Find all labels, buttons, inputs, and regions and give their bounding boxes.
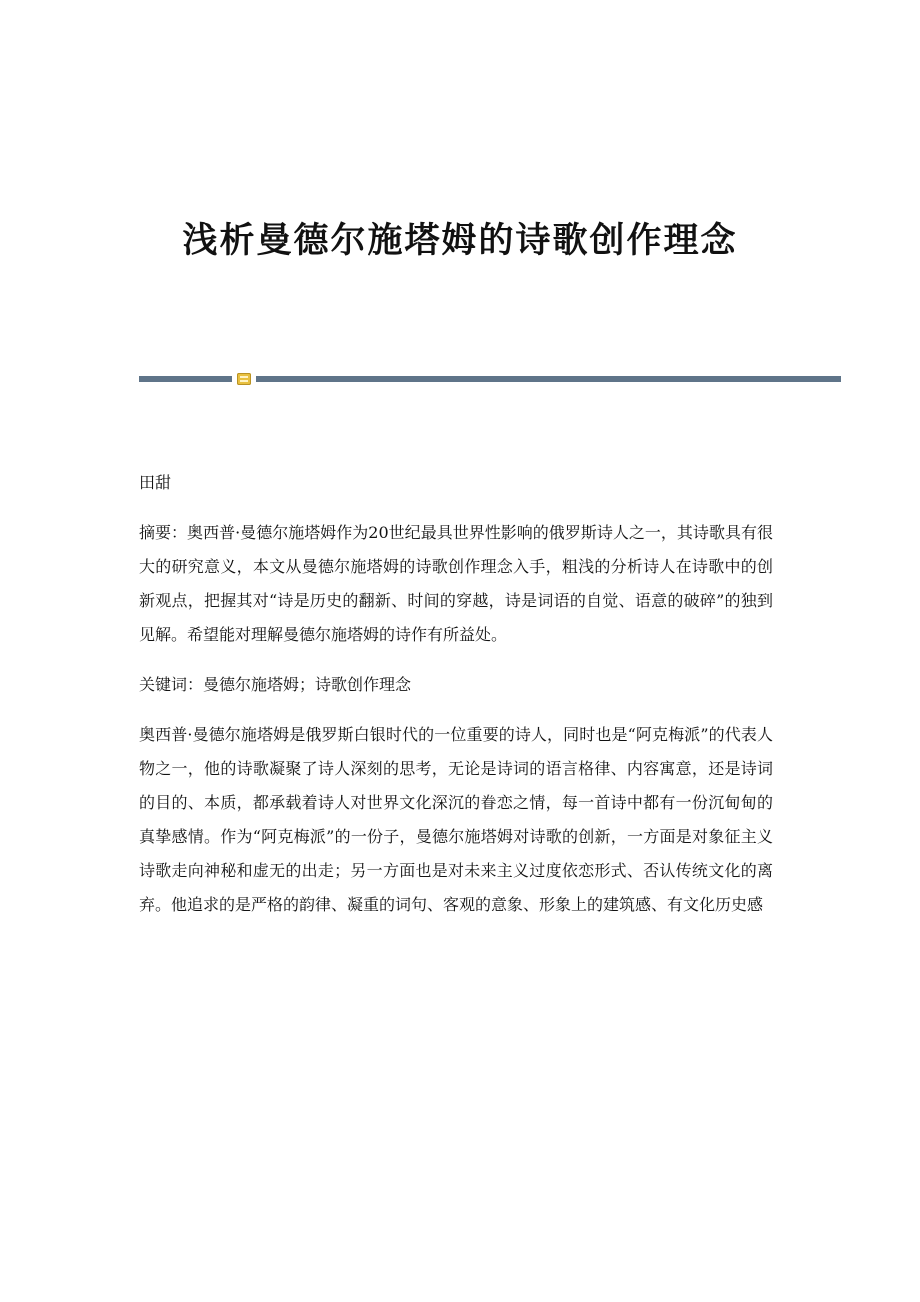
abstract-paragraph: 摘要：奥西普·曼德尔施塔姆作为20世纪最具世界性影响的俄罗斯诗人之一，其诗歌具有很大的研究意义，本文从曼德尔施塔姆的诗歌创作理念入手，粗浅的分析诗人在诗歌中的创新观点，把握其对“诗是历史的翻新、时间的穿越，诗是词语的自觉、语意的破碎”的独到见解。希望能对理解曼德尔施塔姆的诗作有所益处。 [139, 523, 773, 644]
decorative-ornament-icon [237, 373, 251, 385]
body-paragraph: 奥西普·曼德尔施塔姆是俄罗斯白银时代的一位重要的诗人，同时也是“阿克梅派”的代表人物之一，他的诗歌凝聚了诗人深刻的思考，无论是诗词的语言格律、内容寓意，还是诗词的目的、本质，都承载着诗人对世界文化深沉的眷恋之情，每一首诗中都有一份沉甸甸的真挚感情。作为“阿克梅派”的一份子，曼德尔施塔姆对诗歌的创新，一方面是对象征主义诗歌走向神秘和虚无的出走；另一方面也是对未来主义过度依恋形式、否认传统文化的离弃。他追求的是严格的韵律、凝重的词句、客观的意象、形象上的建筑感、有文化历史感 [139, 725, 773, 914]
title-divider [139, 373, 841, 385]
document-content [139, 466, 773, 938]
divider-bar-left [139, 376, 232, 382]
keywords-line: 关键词：曼德尔施塔姆；诗歌创作理念 [139, 675, 412, 694]
author-name: 田甜 [139, 473, 172, 492]
divider-bar-right [256, 376, 841, 382]
document-title: 浅析曼德尔施塔姆的诗歌创作理念 [182, 220, 738, 261]
